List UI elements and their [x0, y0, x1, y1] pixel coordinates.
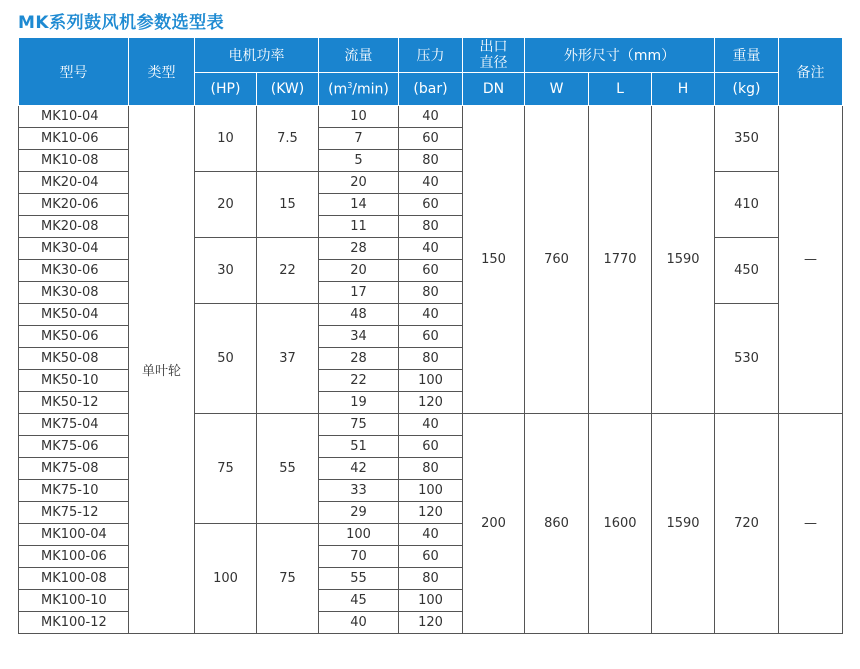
- model-cell: MK30-08: [19, 282, 129, 304]
- page-title: MK系列鼓风机参数选型表: [18, 13, 225, 33]
- flow-cell: 20: [319, 172, 399, 194]
- flow-cell: 100: [319, 524, 399, 546]
- table-row: [19, 106, 843, 128]
- pressure-cell: 60: [399, 546, 463, 568]
- model-cell: MK100-06: [19, 546, 129, 568]
- header-motor-power: 电机功率: [195, 38, 319, 73]
- pressure-cell: 40: [399, 106, 463, 128]
- model-cell: MK10-06: [19, 128, 129, 150]
- model-cell: MK30-04: [19, 238, 129, 260]
- header-outlet-line1: 出口: [479, 39, 508, 55]
- model-cell: MK50-10: [19, 370, 129, 392]
- flow-cell: 45: [319, 590, 399, 612]
- pressure-cell: 80: [399, 348, 463, 370]
- hp-cell: 10: [195, 106, 257, 172]
- flow-cell: 70: [319, 546, 399, 568]
- kw-cell: 22: [257, 238, 319, 304]
- header-remarks: 备注: [779, 38, 843, 106]
- flow-unit-post: /min): [352, 81, 389, 98]
- pressure-cell: 120: [399, 502, 463, 524]
- type-cell: 单叶轮: [129, 106, 195, 634]
- model-cell: MK20-08: [19, 216, 129, 238]
- flow-cell: 28: [319, 238, 399, 260]
- model-cell: MK50-04: [19, 304, 129, 326]
- weight-cell: 450: [715, 238, 779, 304]
- pressure-cell: 100: [399, 590, 463, 612]
- header-h: H: [652, 73, 715, 106]
- weight-cell: 720: [715, 414, 779, 634]
- pressure-cell: 80: [399, 150, 463, 172]
- header-l: L: [589, 73, 652, 106]
- model-cell: MK10-08: [19, 150, 129, 172]
- pressure-cell: 40: [399, 172, 463, 194]
- flow-unit-pre: (m: [328, 81, 348, 98]
- header-hp: (HP): [195, 73, 257, 106]
- header-w: W: [525, 73, 589, 106]
- flow-cell: 55: [319, 568, 399, 590]
- pressure-cell: 60: [399, 260, 463, 282]
- model-cell: MK75-08: [19, 458, 129, 480]
- flow-cell: 19: [319, 392, 399, 414]
- flow-cell: 48: [319, 304, 399, 326]
- header-outlet-line2: 直径: [479, 55, 508, 71]
- model-cell: MK75-10: [19, 480, 129, 502]
- header-flow: 流量: [319, 38, 399, 73]
- dn-cell: 200: [463, 414, 525, 634]
- flow-cell: 40: [319, 612, 399, 634]
- pressure-cell: 60: [399, 128, 463, 150]
- flow-cell: 10: [319, 106, 399, 128]
- model-cell: MK50-08: [19, 348, 129, 370]
- pressure-cell: 100: [399, 480, 463, 502]
- flow-cell: 14: [319, 194, 399, 216]
- model-cell: MK10-04: [19, 106, 129, 128]
- flow-cell: 11: [319, 216, 399, 238]
- model-cell: MK30-06: [19, 260, 129, 282]
- pressure-cell: 60: [399, 326, 463, 348]
- flow-cell: 51: [319, 436, 399, 458]
- hp-cell: 100: [195, 524, 257, 634]
- flow-cell: 17: [319, 282, 399, 304]
- kw-cell: 37: [257, 304, 319, 414]
- model-cell: MK20-06: [19, 194, 129, 216]
- l-cell: 1600: [589, 414, 652, 634]
- header-dimensions: 外形尺寸（mm）: [525, 38, 715, 73]
- pressure-cell: 80: [399, 282, 463, 304]
- model-cell: MK100-08: [19, 568, 129, 590]
- pressure-cell: 100: [399, 370, 463, 392]
- pressure-cell: 60: [399, 194, 463, 216]
- h-cell: 1590: [652, 414, 715, 634]
- flow-cell: 20: [319, 260, 399, 282]
- spec-table: [18, 37, 843, 634]
- hp-cell: 75: [195, 414, 257, 524]
- dn-cell: 150: [463, 106, 525, 414]
- model-cell: MK75-04: [19, 414, 129, 436]
- header-pressure-unit: (bar): [399, 73, 463, 106]
- pressure-cell: 80: [399, 568, 463, 590]
- header-flow-unit: [319, 73, 399, 106]
- pressure-cell: 40: [399, 524, 463, 546]
- remark-cell: —: [779, 106, 843, 414]
- flow-cell: 42: [319, 458, 399, 480]
- kw-cell: 55: [257, 414, 319, 524]
- model-cell: MK100-12: [19, 612, 129, 634]
- weight-cell: 410: [715, 172, 779, 238]
- flow-cell: 28: [319, 348, 399, 370]
- header-pressure: 压力: [399, 38, 463, 73]
- kw-cell: 7.5: [257, 106, 319, 172]
- header-outlet: [463, 38, 525, 73]
- hp-cell: 20: [195, 172, 257, 238]
- flow-cell: 22: [319, 370, 399, 392]
- pressure-cell: 40: [399, 304, 463, 326]
- hp-cell: 30: [195, 238, 257, 304]
- header-weight: 重量: [715, 38, 779, 73]
- weight-cell: 350: [715, 106, 779, 172]
- pressure-cell: 40: [399, 238, 463, 260]
- pressure-cell: 120: [399, 612, 463, 634]
- pressure-cell: 60: [399, 436, 463, 458]
- table-body: [19, 106, 843, 634]
- remark-cell: —: [779, 414, 843, 634]
- header-kw: (KW): [257, 73, 319, 106]
- pressure-cell: 40: [399, 414, 463, 436]
- model-cell: MK75-06: [19, 436, 129, 458]
- flow-cell: 29: [319, 502, 399, 524]
- model-cell: MK50-06: [19, 326, 129, 348]
- flow-cell: 7: [319, 128, 399, 150]
- model-cell: MK75-12: [19, 502, 129, 524]
- header-type: 类型: [129, 38, 195, 106]
- kw-cell: 15: [257, 172, 319, 238]
- w-cell: 760: [525, 106, 589, 414]
- hp-cell: 50: [195, 304, 257, 414]
- flow-cell: 33: [319, 480, 399, 502]
- kw-cell: 75: [257, 524, 319, 634]
- pressure-cell: 80: [399, 458, 463, 480]
- model-cell: MK20-04: [19, 172, 129, 194]
- w-cell: 860: [525, 414, 589, 634]
- flow-unit-sup: 3: [347, 80, 353, 90]
- pressure-cell: 80: [399, 216, 463, 238]
- flow-cell: 75: [319, 414, 399, 436]
- l-cell: 1770: [589, 106, 652, 414]
- weight-cell: 530: [715, 304, 779, 414]
- header-dn: DN: [463, 73, 525, 106]
- flow-cell: 34: [319, 326, 399, 348]
- header-weight-unit: (kg): [715, 73, 779, 106]
- model-cell: MK50-12: [19, 392, 129, 414]
- model-cell: MK100-10: [19, 590, 129, 612]
- header-model: 型号: [19, 38, 129, 106]
- flow-cell: 5: [319, 150, 399, 172]
- h-cell: 1590: [652, 106, 715, 414]
- pressure-cell: 120: [399, 392, 463, 414]
- model-cell: MK100-04: [19, 524, 129, 546]
